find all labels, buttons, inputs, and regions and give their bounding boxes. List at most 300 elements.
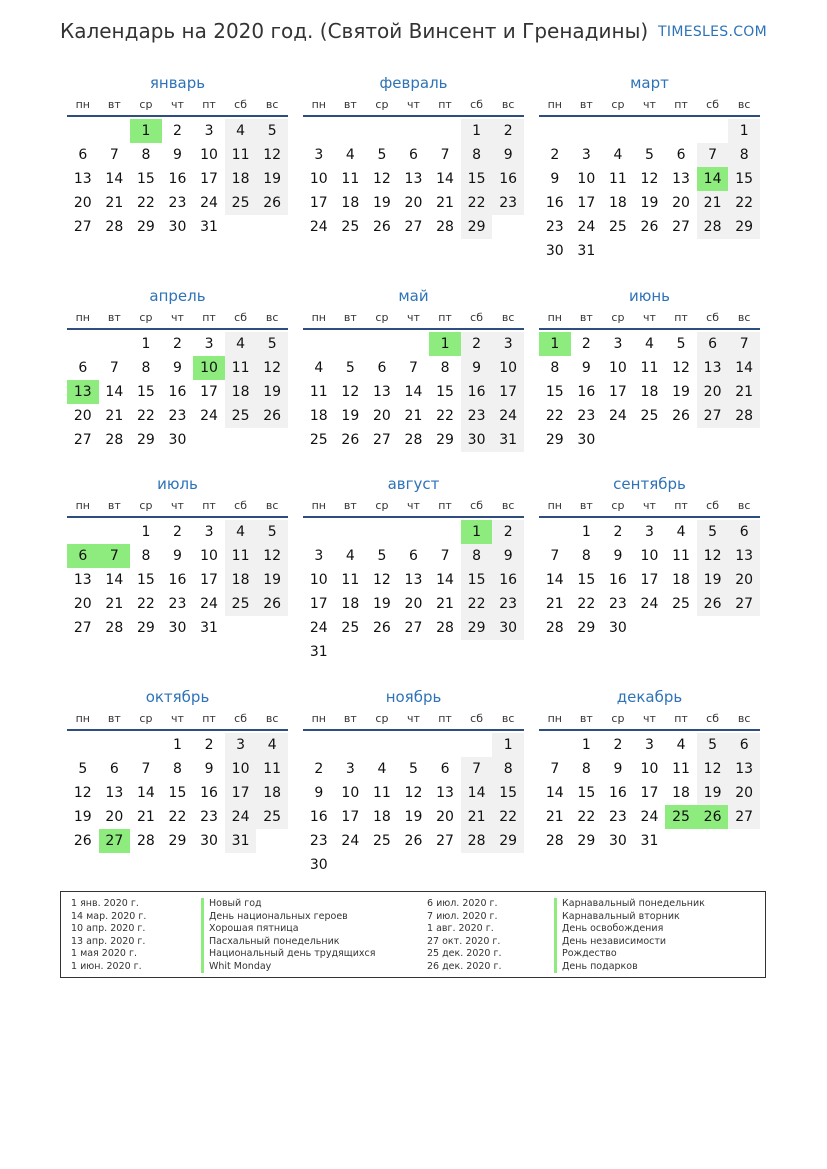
day-cell: 15 — [136, 171, 155, 187]
month-0 — [67, 73, 288, 239]
day-cell: 1 — [141, 524, 151, 540]
weekday-header — [303, 494, 524, 518]
day-cell: 7 — [109, 147, 119, 163]
day-cell: 27 — [404, 620, 423, 636]
day-cell: 27 — [372, 432, 391, 448]
day-cell: 28 — [105, 219, 124, 235]
day-cell: 8 — [461, 143, 493, 167]
day-cell: 20 — [73, 596, 92, 612]
day-cell: 12 — [372, 171, 391, 187]
day-cell: 20 — [436, 809, 454, 825]
day-cell: 16 — [168, 171, 187, 187]
day-cell: 20 — [105, 809, 124, 825]
weekday-label: вт — [107, 310, 121, 324]
day-cell: 23 — [545, 219, 564, 235]
day-cell: 27 — [404, 219, 423, 235]
day-cell: 26 — [256, 404, 288, 428]
month-name: январь — [149, 74, 206, 92]
day-cell: 3 — [492, 332, 524, 356]
weekday-label: вс — [265, 310, 279, 324]
weekday-label: вт — [343, 711, 357, 725]
day-cell: 17 — [200, 384, 218, 400]
empty-cell — [335, 119, 367, 143]
weekday-label: вт — [343, 498, 357, 512]
day-cell: 10 — [640, 761, 659, 777]
weekday-label: вс — [501, 498, 515, 512]
empty-cell — [99, 119, 131, 143]
day-cell: 16 — [461, 380, 493, 404]
day-cell: 22 — [545, 408, 564, 424]
day-grid — [67, 332, 288, 452]
weekday-label: пн — [75, 310, 90, 324]
day-cell: 29 — [728, 215, 760, 239]
day-cell: 25 — [309, 432, 328, 448]
weekday-label: ср — [611, 498, 625, 512]
site-link[interactable]: TIMESLES.COM — [658, 24, 767, 40]
weekday-label: ср — [139, 97, 153, 111]
day-cell: 1 — [492, 733, 524, 757]
day-cell: 19 — [256, 167, 288, 191]
day-cell: 21 — [105, 408, 124, 424]
day-cell: 11 — [225, 143, 257, 167]
weekday-label: пт — [438, 97, 452, 111]
day-cell: 25 — [256, 805, 288, 829]
day-cell: 11 — [225, 544, 257, 568]
day-cell: 11 — [256, 757, 288, 781]
empty-cell — [303, 733, 335, 757]
weekday-label: вт — [107, 498, 121, 512]
day-cell: 29 — [492, 829, 524, 853]
weekday-label: пт — [202, 310, 216, 324]
day-cell: 6 — [697, 332, 729, 356]
day-cell: 31 — [640, 833, 659, 849]
day-cell: 5 — [645, 147, 654, 163]
legend-date: 25 дек. 2020 г. — [427, 948, 502, 959]
day-cell: 25 — [341, 620, 360, 636]
day-cell: 3 — [204, 524, 214, 540]
day-cell: 10 — [309, 171, 328, 187]
day-cell: 4 — [225, 119, 257, 143]
day-cell: 17 — [341, 809, 360, 825]
day-cell: 28 — [105, 432, 124, 448]
day-cell: 12 — [341, 384, 360, 400]
day-cell: 25 — [672, 596, 690, 612]
day-cell: 31 — [492, 428, 524, 452]
day-cell: 22 — [577, 809, 596, 825]
day-cell: 8 — [141, 548, 151, 564]
legend-date: 26 дек. 2020 г. — [427, 960, 502, 972]
day-cell: 26 — [404, 833, 423, 849]
weekday-label: ср — [611, 711, 625, 725]
day-cell: 6 — [409, 147, 418, 163]
day-cell: 13 — [404, 572, 423, 588]
day-cell: 23 — [608, 809, 627, 825]
weekday-label: пн — [547, 711, 562, 725]
day-cell: 20 — [404, 596, 423, 612]
day-cell: 7 — [461, 757, 493, 781]
day-cell: 17 — [577, 195, 596, 211]
weekday-label: вт — [579, 498, 593, 512]
month-6 — [67, 474, 288, 640]
empty-cell — [130, 733, 162, 757]
day-cell: 5 — [256, 332, 288, 356]
legend-holiday-name: Карнавальный понедельник — [554, 898, 705, 911]
day-cell: 28 — [545, 620, 564, 636]
day-cell: 14 — [545, 785, 564, 801]
holiday-day-cell: 27 — [99, 829, 131, 853]
day-grid — [303, 119, 524, 239]
empty-cell — [539, 733, 571, 757]
day-cell: 3 — [345, 761, 355, 777]
weekday-label: пт — [674, 97, 688, 111]
legend-date: 1 мая 2020 г. — [71, 948, 137, 959]
day-cell: 3 — [613, 336, 623, 352]
month-name: февраль — [379, 74, 448, 92]
day-cell: 17 — [225, 781, 257, 805]
weekday-label: вс — [501, 310, 515, 324]
legend-dates-left — [71, 898, 146, 973]
day-cell: 4 — [645, 336, 654, 352]
day-cell: 4 — [377, 761, 387, 777]
day-cell: 13 — [404, 171, 423, 187]
weekday-header — [539, 707, 760, 731]
legend-date: 1 авг. 2020 г. — [427, 923, 494, 934]
weekday-label: пт — [674, 711, 688, 725]
weekday-label: пн — [311, 498, 326, 512]
day-cell: 15 — [545, 384, 564, 400]
day-cell: 21 — [404, 408, 423, 424]
day-cell: 12 — [256, 143, 288, 167]
day-cell: 23 — [200, 809, 218, 825]
day-cell: 11 — [341, 171, 360, 187]
weekday-label: вт — [579, 711, 593, 725]
weekday-label: пт — [202, 97, 216, 111]
weekday-label: вс — [265, 498, 279, 512]
day-cell: 15 — [461, 568, 493, 592]
day-cell: 6 — [728, 733, 760, 757]
empty-cell — [67, 119, 99, 143]
weekday-label: вс — [265, 711, 279, 725]
day-cell: 26 — [73, 833, 92, 849]
day-cell: 15 — [492, 781, 524, 805]
day-cell: 23 — [492, 191, 524, 215]
legend-holiday-name: День освобождения — [554, 923, 705, 936]
day-cell: 15 — [728, 167, 760, 191]
day-cell: 2 — [314, 761, 324, 777]
weekday-label: чт — [407, 97, 420, 111]
month-5 — [539, 286, 760, 452]
empty-cell — [335, 332, 367, 356]
weekday-label: пт — [202, 711, 216, 725]
weekday-label: сб — [706, 498, 720, 512]
legend-holiday-name: Национальный день трудящихся — [201, 948, 375, 961]
day-cell: 27 — [73, 432, 92, 448]
day-cell: 12 — [404, 785, 423, 801]
weekday-label: пн — [311, 310, 326, 324]
month-7 — [303, 474, 524, 664]
day-cell: 9 — [581, 360, 591, 376]
day-cell: 26 — [372, 219, 391, 235]
weekday-label: сб — [470, 711, 484, 725]
day-cell: 2 — [492, 119, 524, 143]
day-grid — [303, 332, 524, 452]
day-cell: 20 — [728, 781, 760, 805]
day-cell: 17 — [608, 384, 627, 400]
day-cell: 21 — [136, 809, 155, 825]
legend-holiday-name: Хорошая пятница — [201, 923, 375, 936]
day-cell: 7 — [697, 143, 729, 167]
day-cell: 2 — [550, 147, 560, 163]
weekday-label: вс — [737, 310, 751, 324]
day-cell: 27 — [728, 592, 760, 616]
day-cell: 22 — [436, 408, 454, 424]
day-cell: 25 — [225, 191, 257, 215]
day-cell: 4 — [676, 737, 686, 753]
day-cell: 11 — [225, 356, 257, 380]
day-cell: 17 — [200, 572, 218, 588]
day-cell: 4 — [314, 360, 324, 376]
day-cell: 9 — [173, 360, 182, 376]
legend-names-left — [201, 898, 375, 973]
legend-holiday-name: День национальных героев — [201, 911, 375, 924]
empty-cell — [697, 119, 729, 143]
day-cell: 23 — [168, 195, 187, 211]
empty-cell — [634, 119, 666, 143]
weekday-header — [303, 306, 524, 330]
day-cell: 29 — [577, 620, 596, 636]
weekday-label: вт — [343, 310, 357, 324]
weekday-label: вс — [737, 711, 751, 725]
weekday-label: ср — [375, 310, 389, 324]
day-cell: 16 — [168, 572, 187, 588]
day-cell: 11 — [672, 548, 690, 564]
day-cell: 23 — [577, 408, 596, 424]
day-cell: 24 — [200, 408, 218, 424]
empty-cell — [366, 119, 398, 143]
day-cell: 21 — [697, 191, 729, 215]
weekday-label: пн — [75, 498, 90, 512]
weekday-label: сб — [706, 310, 720, 324]
day-cell: 31 — [200, 620, 218, 636]
day-cell: 17 — [309, 596, 328, 612]
weekday-label: вс — [265, 97, 279, 111]
empty-cell — [398, 520, 430, 544]
day-cell: 24 — [492, 404, 524, 428]
day-cell: 15 — [136, 572, 155, 588]
day-grid — [67, 520, 288, 640]
day-cell: 23 — [461, 404, 493, 428]
month-name: март — [630, 74, 669, 92]
day-cell: 23 — [309, 833, 328, 849]
weekday-label: пн — [547, 310, 562, 324]
day-cell: 18 — [309, 408, 328, 424]
day-cell: 16 — [492, 167, 524, 191]
day-cell: 13 — [372, 384, 391, 400]
day-cell: 6 — [78, 147, 88, 163]
day-grid — [67, 733, 288, 853]
weekday-label: ср — [611, 310, 625, 324]
day-cell: 23 — [168, 596, 187, 612]
empty-cell — [67, 332, 99, 356]
day-cell: 16 — [608, 572, 627, 588]
day-cell: 12 — [256, 356, 288, 380]
month-name: ноябрь — [385, 688, 442, 706]
month-11 — [539, 687, 760, 853]
day-cell: 17 — [640, 572, 659, 588]
day-cell: 16 — [309, 809, 328, 825]
month-9 — [67, 687, 288, 853]
day-cell: 8 — [728, 143, 760, 167]
weekday-header — [539, 93, 760, 117]
day-grid — [539, 733, 760, 853]
day-cell: 20 — [404, 195, 423, 211]
day-cell: 24 — [309, 219, 328, 235]
day-cell: 7 — [550, 548, 560, 564]
day-cell: 4 — [256, 733, 288, 757]
day-grid — [67, 119, 288, 239]
day-cell: 22 — [492, 805, 524, 829]
day-cell: 5 — [377, 548, 387, 564]
day-cell: 18 — [372, 809, 391, 825]
day-cell: 13 — [73, 171, 92, 187]
weekday-label: вс — [501, 711, 515, 725]
day-cell: 2 — [492, 520, 524, 544]
day-cell: 18 — [608, 195, 627, 211]
day-cell: 12 — [697, 544, 729, 568]
day-cell: 13 — [697, 356, 729, 380]
weekday-label: вт — [579, 310, 593, 324]
day-cell: 7 — [728, 332, 760, 356]
empty-cell — [461, 733, 493, 757]
weekday-label: чт — [643, 310, 656, 324]
day-cell: 6 — [78, 360, 88, 376]
weekday-label: сб — [234, 711, 248, 725]
weekday-label: вс — [737, 97, 751, 111]
legend-holiday-name: Новый год — [201, 898, 375, 911]
day-cell: 5 — [345, 360, 355, 376]
day-cell: 30 — [168, 432, 187, 448]
month-name: апрель — [149, 287, 206, 305]
weekday-label: чт — [407, 711, 420, 725]
day-cell: 31 — [225, 829, 257, 853]
day-cell: 10 — [341, 785, 360, 801]
day-cell: 27 — [697, 404, 729, 428]
day-cell: 12 — [372, 572, 391, 588]
weekday-label: пт — [438, 711, 452, 725]
day-cell: 10 — [640, 548, 659, 564]
day-cell: 13 — [105, 785, 124, 801]
day-cell: 25 — [225, 404, 257, 428]
weekday-header — [67, 93, 288, 117]
day-cell: 4 — [613, 147, 623, 163]
empty-cell — [67, 520, 99, 544]
day-cell: 10 — [200, 548, 218, 564]
holiday-day-cell: 1 — [539, 332, 571, 356]
day-cell: 20 — [672, 195, 690, 211]
weekday-label: вс — [737, 498, 751, 512]
legend-date: 27 окт. 2020 г. — [427, 935, 501, 947]
day-cell: 14 — [436, 572, 454, 588]
day-cell: 12 — [672, 360, 690, 376]
day-cell: 19 — [672, 384, 690, 400]
day-cell: 17 — [492, 380, 524, 404]
day-cell: 29 — [461, 616, 493, 640]
day-cell: 12 — [640, 171, 659, 187]
empty-cell — [99, 332, 131, 356]
day-cell: 1 — [728, 119, 760, 143]
day-cell: 2 — [173, 524, 182, 540]
empty-cell — [303, 332, 335, 356]
legend-date: 14 мар. 2020 г. — [71, 910, 147, 922]
day-cell: 21 — [728, 380, 760, 404]
day-cell: 22 — [168, 809, 187, 825]
day-cell: 16 — [608, 785, 627, 801]
month-name: август — [387, 475, 440, 493]
month-name: декабрь — [616, 688, 683, 706]
empty-cell — [539, 119, 571, 143]
day-cell: 28 — [461, 829, 493, 853]
day-cell: 11 — [608, 171, 627, 187]
weekday-label: ср — [139, 711, 153, 725]
empty-cell — [429, 520, 461, 544]
day-cell: 8 — [141, 147, 151, 163]
day-cell: 30 — [608, 620, 627, 636]
day-cell: 3 — [204, 123, 214, 139]
day-cell: 8 — [173, 761, 182, 777]
day-cell: 30 — [461, 428, 493, 452]
day-cell: 11 — [640, 360, 659, 376]
day-cell: 1 — [581, 737, 591, 753]
day-cell: 9 — [173, 548, 182, 564]
month-1 — [303, 73, 524, 239]
legend-date: 6 июл. 2020 г. — [427, 898, 498, 909]
weekday-label: сб — [470, 310, 484, 324]
weekday-label: пн — [75, 97, 90, 111]
day-cell: 27 — [73, 219, 92, 235]
day-cell: 30 — [168, 219, 187, 235]
day-cell: 26 — [256, 191, 288, 215]
day-cell: 5 — [256, 520, 288, 544]
day-cell: 24 — [608, 408, 627, 424]
day-cell: 3 — [225, 733, 257, 757]
day-cell: 27 — [436, 833, 454, 849]
day-cell: 22 — [136, 195, 155, 211]
month-name: июль — [157, 475, 198, 493]
day-cell: 25 — [372, 833, 391, 849]
day-cell: 26 — [341, 432, 360, 448]
day-cell: 1 — [581, 524, 591, 540]
day-cell: 13 — [728, 544, 760, 568]
day-cell: 14 — [136, 785, 155, 801]
day-cell: 30 — [577, 432, 596, 448]
day-cell: 10 — [492, 356, 524, 380]
empty-cell — [303, 520, 335, 544]
weekday-header — [303, 93, 524, 117]
legend-date: 7 июл. 2020 г. — [427, 910, 498, 922]
day-cell: 28 — [404, 432, 423, 448]
weekday-label: сб — [706, 711, 720, 725]
empty-cell — [99, 733, 131, 757]
day-cell: 19 — [73, 809, 92, 825]
day-cell: 26 — [640, 219, 659, 235]
legend-holiday-name: Рождество — [554, 948, 705, 961]
day-cell: 22 — [577, 596, 596, 612]
legend-holiday-name: День независимости — [554, 936, 705, 949]
day-cell: 3 — [581, 147, 591, 163]
day-cell: 9 — [492, 143, 524, 167]
day-cell: 19 — [372, 195, 391, 211]
legend-holiday-name: День подарков — [554, 961, 705, 974]
